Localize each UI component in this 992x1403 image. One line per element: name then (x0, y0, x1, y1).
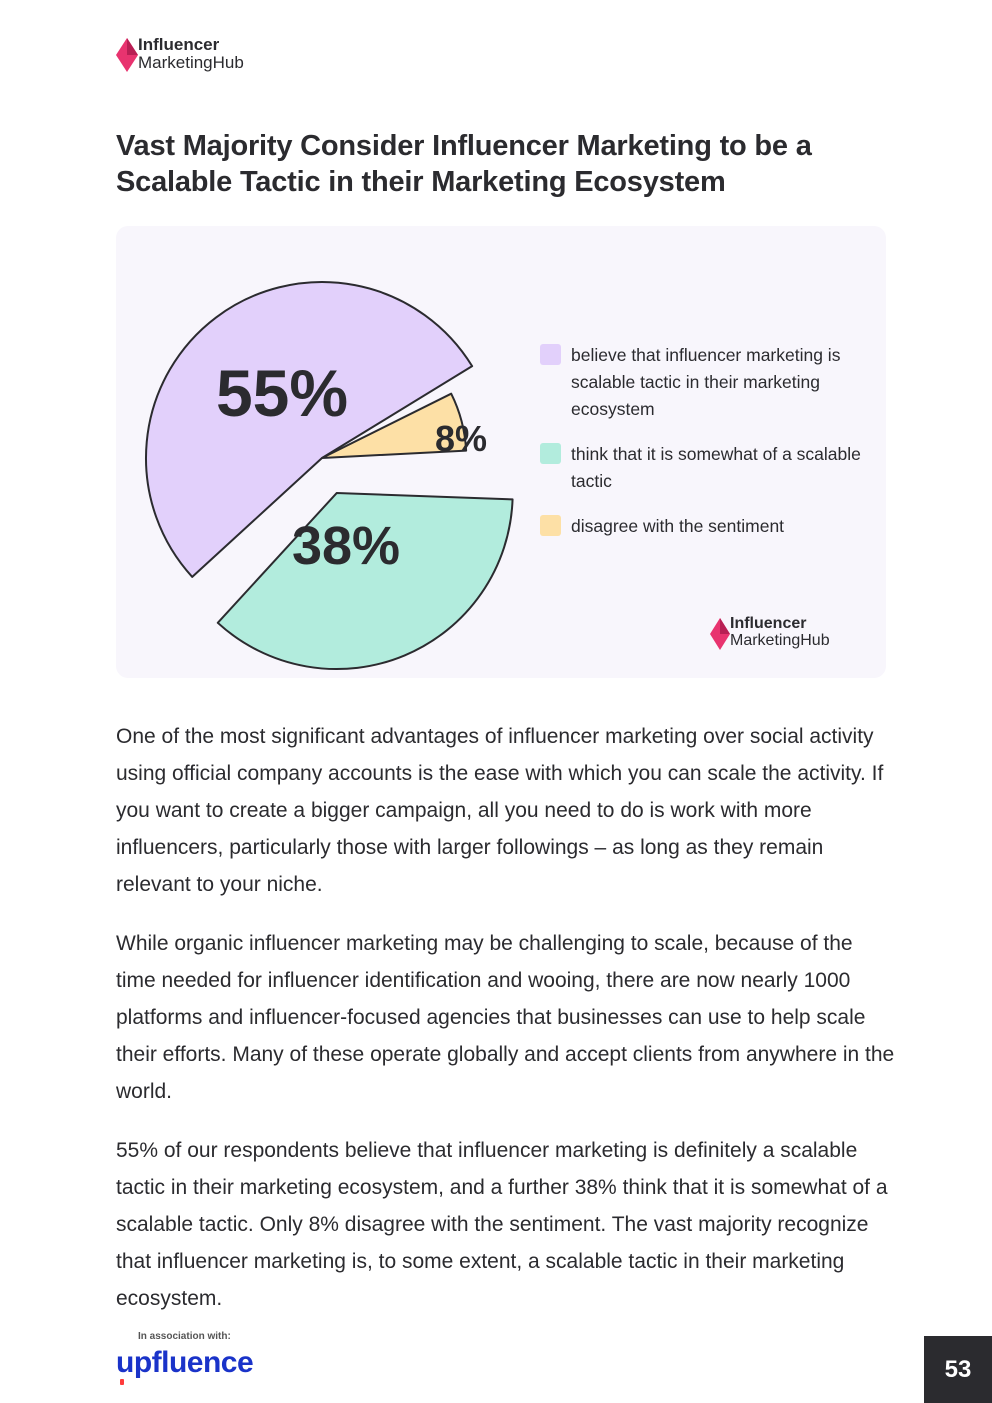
influencer-marketinghub-logo (116, 36, 286, 78)
chart-influencer-marketinghub-logo (710, 616, 860, 652)
pie-label-38: 38% (291, 516, 401, 576)
page-number: 53 (924, 1336, 992, 1403)
upfluence-logo (116, 1346, 253, 1380)
association-label: In association with: (138, 1331, 231, 1342)
legend-swatch-somewhat (540, 443, 561, 464)
upfluence-dot-icon (120, 1379, 124, 1385)
chart-legend (540, 342, 870, 558)
logo-line2: MarketingHub (138, 52, 244, 72)
chart-logo-line2: MarketingHub (730, 631, 830, 649)
chart-logo-text (730, 616, 830, 650)
legend-swatch-believe (540, 344, 561, 365)
legend-item-disagree (540, 513, 870, 540)
upfluence-wordmark: upfluence (116, 1346, 254, 1379)
legend-swatch-disagree (540, 515, 561, 536)
pie-label-8: 8% (434, 418, 488, 459)
legend-label-disagree: disagree with the sentiment (571, 516, 785, 536)
pie-chart-card (116, 226, 886, 678)
pie-label-55: 55% (215, 356, 349, 430)
paragraph-2: While organic influencer marketing may be challenging to scale, because of the time needed for influencer identification and wooing, there are now nearly 1000 platforms and influencer-focused agencies that businesses can use to help scale their efforts. Many of these operate globally and accept clients from anywhere in the world. (116, 932, 895, 1103)
legend-label-believe: believe that influencer marketing is scalable tactic in their marketing ecosystem (571, 345, 841, 419)
logo-text (138, 36, 244, 72)
chart-logo-diamond-icon (710, 618, 730, 650)
legend-item-somewhat (540, 441, 870, 495)
paragraph-3: 55% of our respondents believe that influencer marketing is definitely a scalable tactic in their marketing ecosystem, and a further 38% think that it is somewhat of a scalable tactic. Only 8% disagree with the sentiment. The vast majority recognize that influencer marketing is, to some extent, a scalable tactic in their marketing ecosystem. (116, 1139, 888, 1310)
body-text (116, 718, 896, 1339)
logo-diamond-icon (116, 38, 138, 72)
legend-label-somewhat: think that it is somewhat of a scalable tactic (571, 444, 861, 491)
page-title: Vast Majority Consider Influencer Marketing to be a Scalable Tactic in their Marketing Ecosystem (116, 130, 812, 198)
logo-line1: Influencer (138, 35, 220, 54)
chart-logo-line1: Influencer (730, 615, 807, 632)
paragraph-1: One of the most significant advantages of influencer marketing over social activity using official company accounts is the ease with which you can scale the activity. If you want to create a bigger campaign, all you need to do is work with more influencers, particularly those with larger followings – as long as they remain relevant to your niche. (116, 725, 884, 896)
legend-item-believe (540, 342, 870, 423)
